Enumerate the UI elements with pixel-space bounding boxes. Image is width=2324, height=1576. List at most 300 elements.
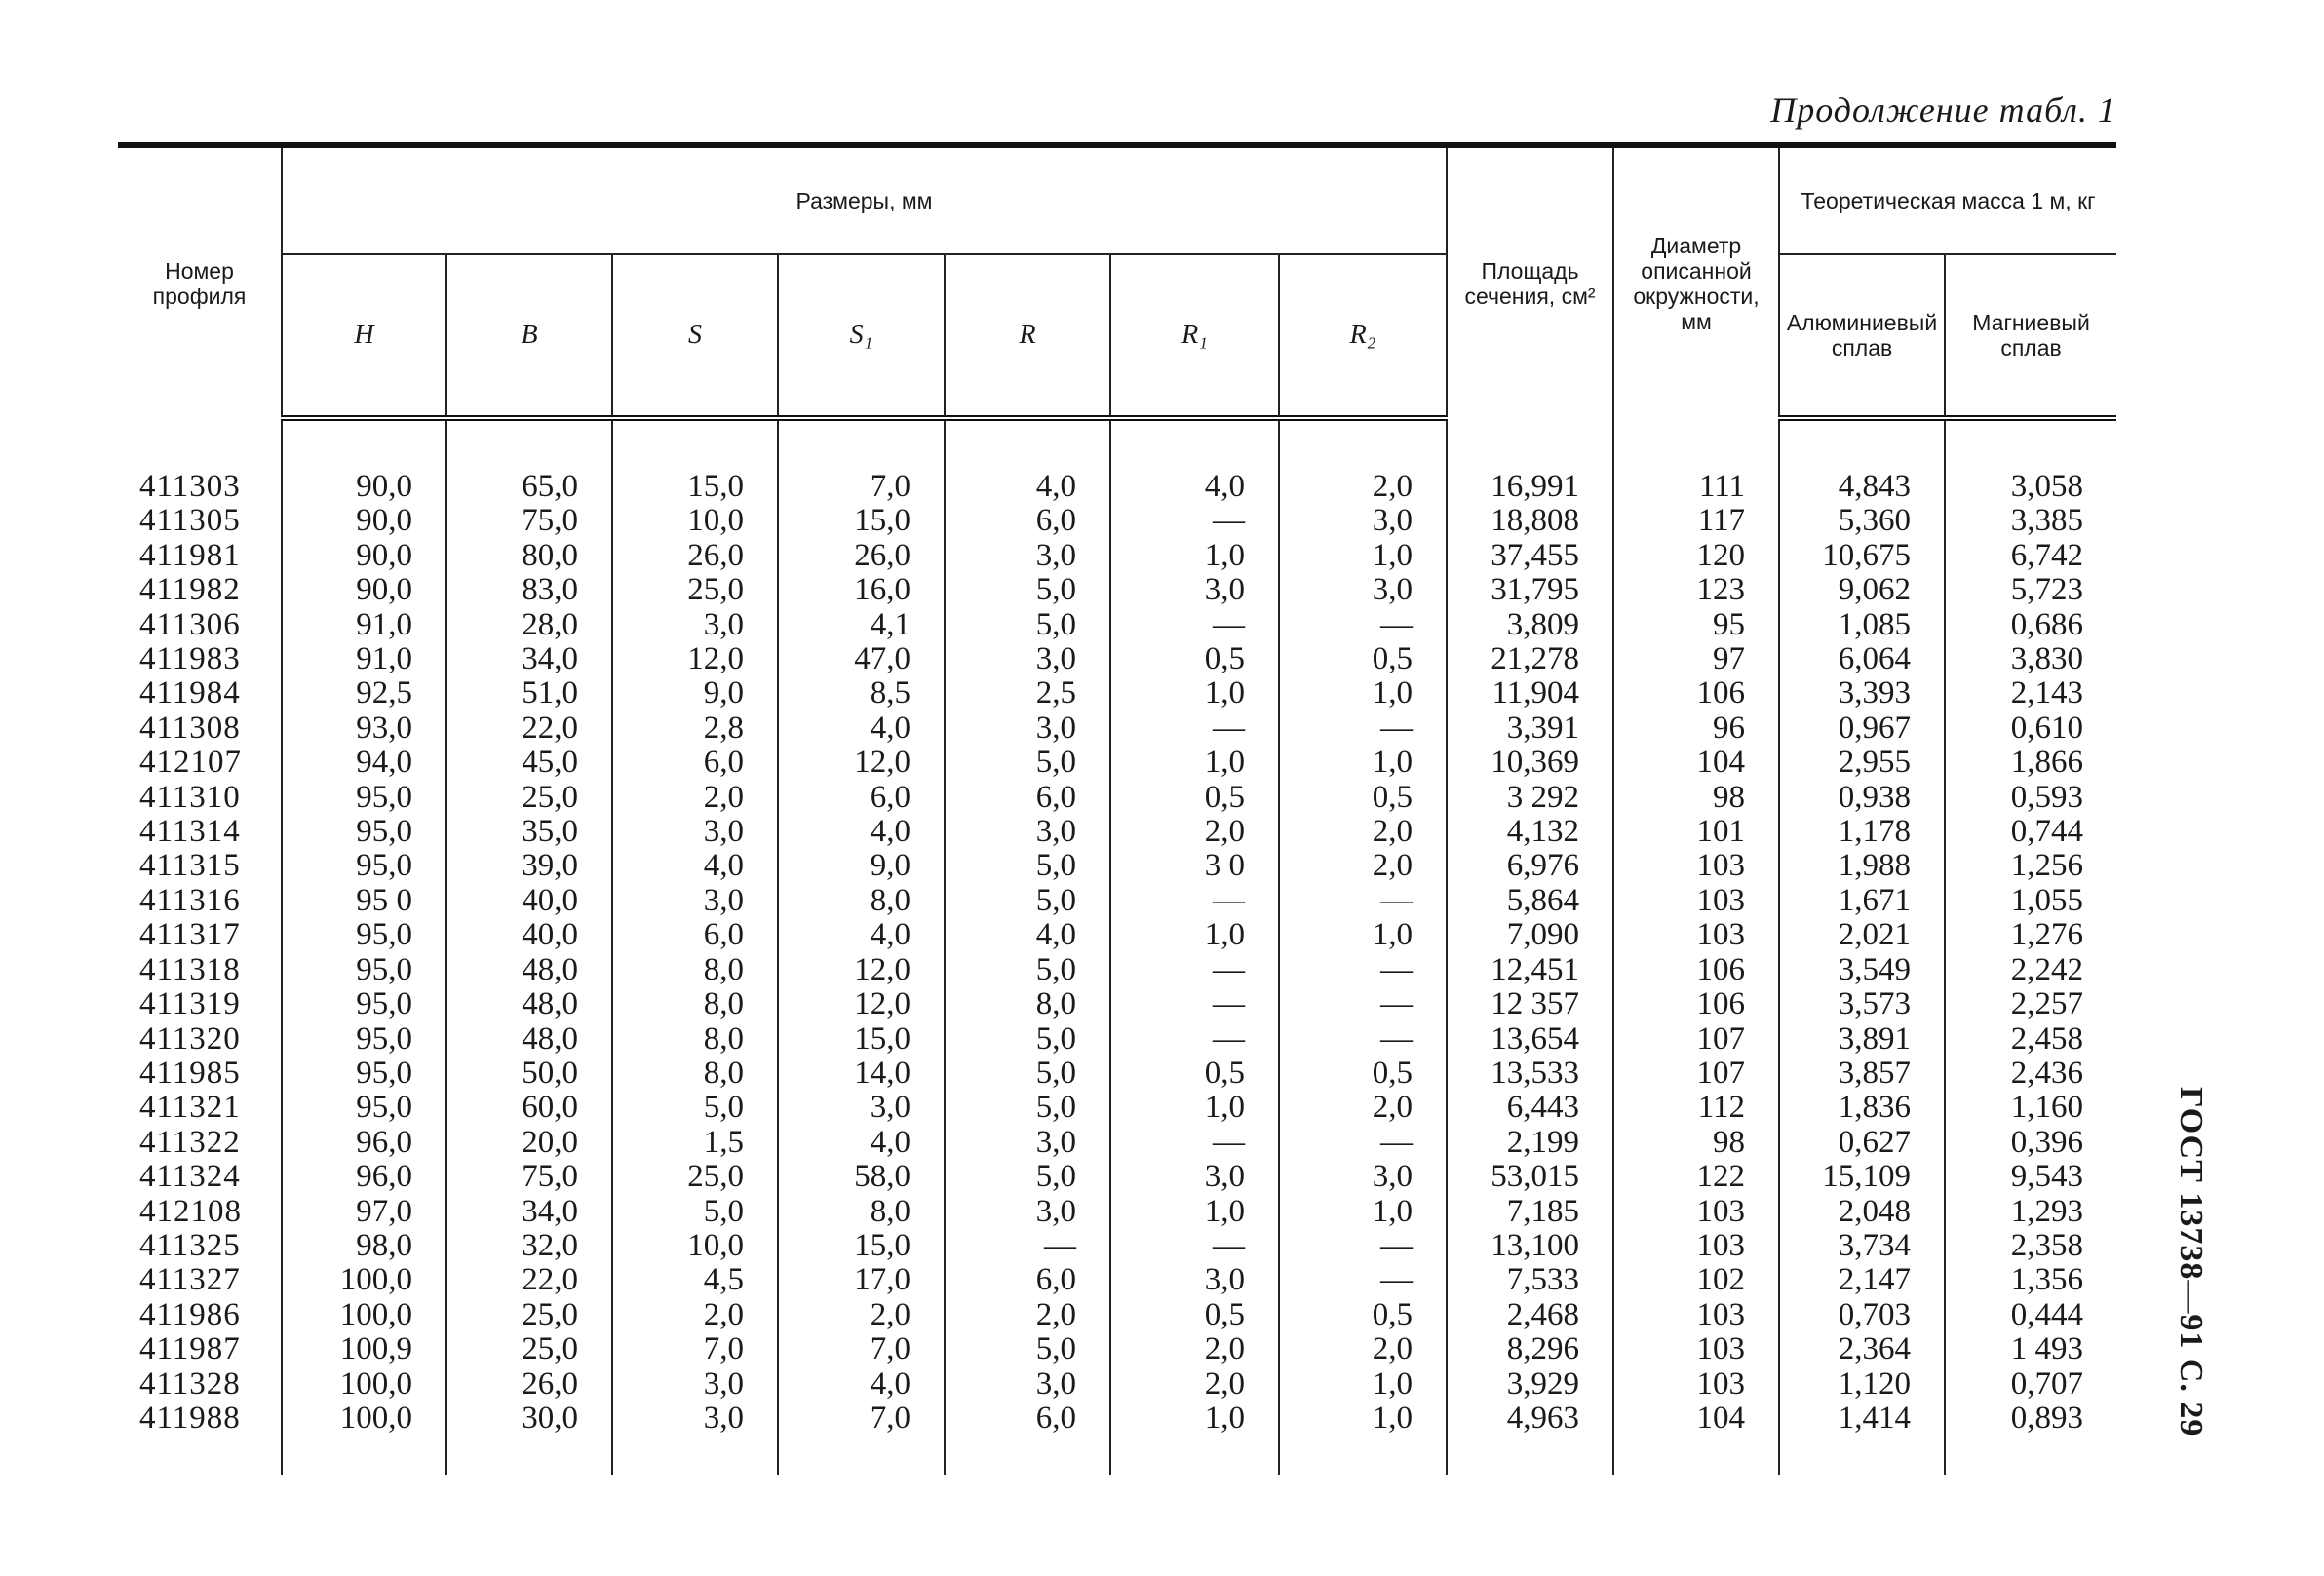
cell-r2: — (1279, 1229, 1447, 1263)
cell-mass-magnesium: 0,396 (1945, 1126, 2116, 1160)
table-row (118, 1332, 2116, 1366)
cell-s: 8,0 (612, 953, 778, 987)
cell-s: 25,0 (612, 573, 778, 607)
cell-mass-aluminum: 2,955 (1779, 746, 1945, 780)
cell-b: 75,0 (446, 504, 612, 538)
cell-r1: 1,0 (1110, 539, 1279, 573)
cell-r: 3,0 (945, 815, 1110, 849)
cell-r2: 1,0 (1279, 676, 1447, 711)
cell-h: 97,0 (282, 1195, 446, 1229)
cell-mass-aluminum: 4,843 (1779, 470, 1945, 504)
cell-diameter: 120 (1613, 539, 1779, 573)
cell-s1: 12,0 (778, 953, 945, 987)
cell-diameter: 103 (1613, 918, 1779, 952)
cell-r: 3,0 (945, 539, 1110, 573)
cell-r2: — (1279, 953, 1447, 987)
cell-mass-aluminum: 3,393 (1779, 676, 1945, 711)
cell-mass-magnesium: 2,242 (1945, 953, 2116, 987)
cell-profile-number: 411303 (139, 469, 241, 504)
cell-s1: 8,5 (778, 676, 945, 711)
cell-mass-magnesium: 1,055 (1945, 884, 2116, 918)
cell-r1: — (1110, 987, 1279, 1021)
cell-h: 100,0 (282, 1298, 446, 1332)
cell-r2: 2,0 (1279, 1332, 1447, 1366)
cell-s1: 3,0 (778, 1091, 945, 1125)
cell-area: 13,654 (1447, 1022, 1613, 1057)
table-row (118, 1126, 2116, 1160)
cell-mass-aluminum: 1,671 (1779, 884, 1945, 918)
cell-b: 30,0 (446, 1402, 612, 1475)
cell-profile-number: 411987 (139, 1331, 241, 1367)
cell-b: 50,0 (446, 1057, 612, 1091)
cell-b: 40,0 (446, 884, 612, 918)
table-row (118, 1160, 2116, 1194)
cell-r2: 1,0 (1279, 1195, 1447, 1229)
cell-r1: — (1110, 1229, 1279, 1263)
cell-r: 5,0 (945, 1022, 1110, 1057)
cell-r2: 0,5 (1279, 1057, 1447, 1091)
cell-s: 3,0 (612, 815, 778, 849)
cell-profile-number: 411317 (139, 917, 241, 953)
cell-r2: 1,0 (1279, 539, 1447, 573)
cell-mass-magnesium: 2,143 (1945, 676, 2116, 711)
cell-r2: 2,0 (1279, 815, 1447, 849)
cell-area: 53,015 (1447, 1160, 1613, 1194)
cell-r: 5,0 (945, 849, 1110, 883)
cell-profile-number: 411322 (139, 1124, 241, 1160)
cell-r: 3,0 (945, 1367, 1110, 1402)
cell-r: — (945, 1229, 1110, 1263)
header-s1: S₁ (778, 254, 945, 418)
cell-r: 5,0 (945, 573, 1110, 607)
cell-s: 3,0 (612, 1402, 778, 1475)
cell-profile-number: 411328 (139, 1365, 241, 1402)
cell-diameter: 101 (1613, 815, 1779, 849)
cell-diameter: 107 (1613, 1057, 1779, 1091)
cell-r1: — (1110, 953, 1279, 987)
cell-r1: 0,5 (1110, 781, 1279, 815)
cell-h: 93,0 (282, 711, 446, 746)
cell-diameter: 102 (1613, 1263, 1779, 1297)
cell-mass-magnesium: 0,444 (1945, 1298, 2116, 1332)
spacer-row (118, 418, 2116, 470)
cell-s: 9,0 (612, 676, 778, 711)
header-r2: R₂ (1279, 254, 1447, 418)
cell-profile-number: 411315 (139, 848, 241, 884)
header-dimensions: Размеры, мм (282, 145, 1447, 254)
cell-h: 91,0 (282, 608, 446, 642)
cell-r: 6,0 (945, 1402, 1110, 1475)
table-row (118, 849, 2116, 883)
cell-r2: 1,0 (1279, 1402, 1447, 1475)
cell-mass-magnesium: 1 493 (1945, 1332, 2116, 1366)
cell-area: 12 357 (1447, 987, 1613, 1021)
table-row (118, 1402, 2116, 1475)
cell-s1: 7,0 (778, 470, 945, 504)
cell-r1: 4,0 (1110, 470, 1279, 504)
cell-profile-number: 411314 (139, 814, 241, 850)
cell-mass-magnesium: 6,742 (1945, 539, 2116, 573)
cell-h: 90,0 (282, 504, 446, 538)
cell-s1: 4,0 (778, 1126, 945, 1160)
cell-diameter: 107 (1613, 1022, 1779, 1057)
cell-mass-aluminum: 2,147 (1779, 1263, 1945, 1297)
cell-r: 2,5 (945, 676, 1110, 711)
cell-b: 83,0 (446, 573, 612, 607)
cell-h: 90,0 (282, 539, 446, 573)
table-row (118, 504, 2116, 538)
cell-area: 13,100 (1447, 1229, 1613, 1263)
cell-s1: 9,0 (778, 849, 945, 883)
cell-b: 25,0 (446, 781, 612, 815)
cell-mass-aluminum: 1,414 (1779, 1402, 1945, 1475)
cell-profile-number: 411986 (139, 1296, 241, 1332)
cell-mass-magnesium: 3,830 (1945, 642, 2116, 676)
table-row (118, 1022, 2116, 1057)
cell-profile-number: 411305 (139, 503, 241, 539)
header-h: H (282, 254, 446, 418)
cell-b: 48,0 (446, 987, 612, 1021)
cell-r: 5,0 (945, 1057, 1110, 1091)
cell-r1: 3,0 (1110, 573, 1279, 607)
cell-profile-number: 411320 (139, 1020, 241, 1057)
cell-mass-aluminum: 0,967 (1779, 711, 1945, 746)
cell-r: 6,0 (945, 504, 1110, 538)
cell-profile-number: 411324 (139, 1159, 241, 1195)
cell-area: 2,468 (1447, 1298, 1613, 1332)
cell-mass-aluminum: 5,360 (1779, 504, 1945, 538)
table-row (118, 1263, 2116, 1297)
cell-s1: 4,0 (778, 918, 945, 952)
cell-r: 5,0 (945, 953, 1110, 987)
cell-mass-aluminum: 0,627 (1779, 1126, 1945, 1160)
cell-b: 34,0 (446, 642, 612, 676)
cell-profile-number: 411985 (139, 1055, 241, 1091)
cell-profile-number: 411327 (139, 1262, 241, 1298)
cell-profile-number: 411982 (139, 572, 241, 608)
cell-diameter: 123 (1613, 573, 1779, 607)
cell-r: 8,0 (945, 987, 1110, 1021)
cell-area: 3,809 (1447, 608, 1613, 642)
cell-mass-magnesium: 2,358 (1945, 1229, 2116, 1263)
cell-mass-magnesium: 0,686 (1945, 608, 2116, 642)
cell-r: 3,0 (945, 711, 1110, 746)
cell-h: 100,0 (282, 1263, 446, 1297)
cell-profile-number: 411983 (139, 641, 241, 677)
table-row (118, 781, 2116, 815)
cell-s: 10,0 (612, 504, 778, 538)
cell-r1: 1,0 (1110, 676, 1279, 711)
header-area: Площадь сечения, см² (1447, 145, 1613, 418)
cell-area: 6,443 (1447, 1091, 1613, 1125)
cell-r: 3,0 (945, 642, 1110, 676)
cell-diameter: 98 (1613, 781, 1779, 815)
cell-s: 15,0 (612, 470, 778, 504)
cell-r2: 0,5 (1279, 781, 1447, 815)
table-row (118, 1298, 2116, 1332)
cell-profile-number: 411325 (139, 1227, 241, 1263)
cell-area: 3 292 (1447, 781, 1613, 815)
header-profile-number: Номер профиля (118, 145, 282, 418)
cell-s: 5,0 (612, 1091, 778, 1125)
cell-r2: — (1279, 1126, 1447, 1160)
cell-r1: 2,0 (1110, 1332, 1279, 1366)
cell-profile-number: 411308 (139, 710, 241, 746)
cell-r2: 2,0 (1279, 849, 1447, 883)
cell-b: 22,0 (446, 711, 612, 746)
cell-r1: 0,5 (1110, 1298, 1279, 1332)
cell-s1: 16,0 (778, 573, 945, 607)
table-row (118, 815, 2116, 849)
header-b: B (446, 254, 612, 418)
cell-h: 95,0 (282, 815, 446, 849)
cell-r: 5,0 (945, 884, 1110, 918)
table-body (118, 418, 2116, 1475)
cell-area: 7,090 (1447, 918, 1613, 952)
table-row (118, 884, 2116, 918)
cell-s1: 17,0 (778, 1263, 945, 1297)
cell-diameter: 103 (1613, 849, 1779, 883)
cell-s: 3,0 (612, 1367, 778, 1402)
cell-mass-aluminum: 10,675 (1779, 539, 1945, 573)
cell-area: 13,533 (1447, 1057, 1613, 1091)
cell-r2: — (1279, 1263, 1447, 1297)
table-row (118, 746, 2116, 780)
cell-area: 18,808 (1447, 504, 1613, 538)
cell-s1: 4,0 (778, 1367, 945, 1402)
cell-area: 11,904 (1447, 676, 1613, 711)
cell-s: 2,8 (612, 711, 778, 746)
cell-mass-aluminum: 15,109 (1779, 1160, 1945, 1194)
cell-r: 2,0 (945, 1298, 1110, 1332)
cell-s: 8,0 (612, 1057, 778, 1091)
cell-h: 95,0 (282, 987, 446, 1021)
cell-diameter: 117 (1613, 504, 1779, 538)
cell-diameter: 98 (1613, 1126, 1779, 1160)
cell-profile-number: 411318 (139, 951, 241, 987)
cell-b: 25,0 (446, 1298, 612, 1332)
cell-h: 92,5 (282, 676, 446, 711)
cell-mass-aluminum: 2,364 (1779, 1332, 1945, 1366)
cell-h: 95,0 (282, 1057, 446, 1091)
header-aluminum: Алюминиевый сплав (1779, 254, 1945, 418)
cell-r2: — (1279, 884, 1447, 918)
cell-diameter: 96 (1613, 711, 1779, 746)
profile-table (118, 142, 2116, 1475)
cell-r1: 1,0 (1110, 1402, 1279, 1475)
cell-mass-magnesium: 2,436 (1945, 1057, 2116, 1091)
cell-mass-aluminum: 3,734 (1779, 1229, 1945, 1263)
cell-b: 60,0 (446, 1091, 612, 1125)
cell-diameter: 103 (1613, 1195, 1779, 1229)
cell-mass-aluminum: 3,857 (1779, 1057, 1945, 1091)
cell-b: 26,0 (446, 1367, 612, 1402)
cell-r2: 3,0 (1279, 504, 1447, 538)
cell-r2: 3,0 (1279, 1160, 1447, 1194)
cell-s1: 2,0 (778, 1298, 945, 1332)
header-r: R (945, 254, 1110, 418)
cell-s1: 4,1 (778, 608, 945, 642)
cell-r1: 0,5 (1110, 1057, 1279, 1091)
cell-mass-magnesium: 0,610 (1945, 711, 2116, 746)
cell-h: 95,0 (282, 781, 446, 815)
header-r1: R₁ (1110, 254, 1279, 418)
cell-mass-magnesium: 0,744 (1945, 815, 2116, 849)
cell-s1: 15,0 (778, 1229, 945, 1263)
cell-r2: 1,0 (1279, 746, 1447, 780)
cell-mass-magnesium: 0,893 (1945, 1402, 2116, 1475)
cell-mass-magnesium: 0,707 (1945, 1367, 2116, 1402)
cell-mass-magnesium: 0,593 (1945, 781, 2116, 815)
cell-mass-aluminum: 2,021 (1779, 918, 1945, 952)
cell-b: 45,0 (446, 746, 612, 780)
cell-h: 95,0 (282, 918, 446, 952)
cell-diameter: 103 (1613, 884, 1779, 918)
cell-area: 3,929 (1447, 1367, 1613, 1402)
table-row (118, 711, 2116, 746)
cell-area: 16,991 (1447, 470, 1613, 504)
cell-s: 10,0 (612, 1229, 778, 1263)
cell-b: 40,0 (446, 918, 612, 952)
cell-r2: — (1279, 987, 1447, 1021)
cell-r: 4,0 (945, 918, 1110, 952)
table-row (118, 676, 2116, 711)
cell-area: 6,976 (1447, 849, 1613, 883)
cell-s1: 8,0 (778, 884, 945, 918)
cell-diameter: 103 (1613, 1367, 1779, 1402)
cell-mass-magnesium: 1,276 (1945, 918, 2116, 952)
cell-diameter: 103 (1613, 1298, 1779, 1332)
cell-mass-magnesium: 1,293 (1945, 1195, 2116, 1229)
cell-r1: 2,0 (1110, 815, 1279, 849)
cell-r: 5,0 (945, 1160, 1110, 1194)
cell-r2: 2,0 (1279, 1091, 1447, 1125)
cell-area: 31,795 (1447, 573, 1613, 607)
table-row (118, 608, 2116, 642)
cell-r1: 1,0 (1110, 918, 1279, 952)
cell-profile-number: 411988 (139, 1400, 241, 1436)
cell-r: 5,0 (945, 608, 1110, 642)
cell-s: 25,0 (612, 1160, 778, 1194)
cell-r1: — (1110, 884, 1279, 918)
cell-area: 7,185 (1447, 1195, 1613, 1229)
cell-mass-aluminum: 1,178 (1779, 815, 1945, 849)
header-s: S (612, 254, 778, 418)
cell-mass-aluminum: 1,988 (1779, 849, 1945, 883)
cell-r2: 0,5 (1279, 1298, 1447, 1332)
cell-mass-magnesium: 1,160 (1945, 1091, 2116, 1125)
cell-area: 2,199 (1447, 1126, 1613, 1160)
cell-s: 8,0 (612, 987, 778, 1021)
cell-s1: 14,0 (778, 1057, 945, 1091)
cell-s1: 12,0 (778, 746, 945, 780)
cell-profile-number: 411310 (139, 779, 241, 815)
table-row (118, 953, 2116, 987)
cell-profile-number: 411316 (139, 882, 241, 918)
table-row (118, 1195, 2116, 1229)
cell-mass-magnesium: 9,543 (1945, 1160, 2116, 1194)
cell-s1: 47,0 (778, 642, 945, 676)
cell-b: 39,0 (446, 849, 612, 883)
cell-s: 8,0 (612, 1022, 778, 1057)
table-row (118, 1229, 2116, 1263)
cell-r: 5,0 (945, 746, 1110, 780)
cell-area: 4,132 (1447, 815, 1613, 849)
cell-mass-magnesium: 1,256 (1945, 849, 2116, 883)
cell-s: 12,0 (612, 642, 778, 676)
cell-mass-aluminum: 3,891 (1779, 1022, 1945, 1057)
cell-diameter: 106 (1613, 676, 1779, 711)
cell-h: 94,0 (282, 746, 446, 780)
cell-s1: 12,0 (778, 987, 945, 1021)
cell-r1: 3 0 (1110, 849, 1279, 883)
cell-r: 6,0 (945, 781, 1110, 815)
cell-r2: 0,5 (1279, 642, 1447, 676)
cell-b: 25,0 (446, 1332, 612, 1366)
cell-mass-aluminum: 6,064 (1779, 642, 1945, 676)
cell-diameter: 106 (1613, 987, 1779, 1021)
cell-profile-number: 412108 (139, 1193, 242, 1229)
cell-area: 12,451 (1447, 953, 1613, 987)
cell-s: 26,0 (612, 539, 778, 573)
cell-b: 48,0 (446, 953, 612, 987)
cell-r1: 0,5 (1110, 642, 1279, 676)
cell-mass-aluminum: 0,703 (1779, 1298, 1945, 1332)
table-row (118, 642, 2116, 676)
cell-area: 5,864 (1447, 884, 1613, 918)
cell-s: 1,5 (612, 1126, 778, 1160)
cell-mass-aluminum: 0,938 (1779, 781, 1945, 815)
table-row (118, 987, 2116, 1021)
cell-h: 95 0 (282, 884, 446, 918)
cell-r2: 1,0 (1279, 1367, 1447, 1402)
header-diameter: Диаметр описанной окружности, мм (1613, 145, 1779, 418)
cell-area: 4,963 (1447, 1402, 1613, 1475)
cell-mass-aluminum: 2,048 (1779, 1195, 1945, 1229)
cell-r: 3,0 (945, 1126, 1110, 1160)
cell-s: 7,0 (612, 1332, 778, 1366)
cell-h: 90,0 (282, 470, 446, 504)
cell-mass-aluminum: 1,085 (1779, 608, 1945, 642)
table-row (118, 470, 2116, 504)
cell-r1: 3,0 (1110, 1160, 1279, 1194)
cell-s1: 15,0 (778, 1022, 945, 1057)
cell-s1: 7,0 (778, 1332, 945, 1366)
cell-s: 3,0 (612, 884, 778, 918)
cell-s1: 7,0 (778, 1402, 945, 1475)
cell-s: 4,0 (612, 849, 778, 883)
cell-r1: 1,0 (1110, 1091, 1279, 1125)
cell-s1: 4,0 (778, 815, 945, 849)
cell-s: 2,0 (612, 781, 778, 815)
cell-diameter: 103 (1613, 1332, 1779, 1366)
cell-b: 34,0 (446, 1195, 612, 1229)
cell-diameter: 122 (1613, 1160, 1779, 1194)
cell-h: 100,0 (282, 1367, 446, 1402)
table-row (118, 539, 2116, 573)
cell-profile-number: 411319 (139, 986, 241, 1022)
cell-r1: — (1110, 711, 1279, 746)
cell-r: 3,0 (945, 1195, 1110, 1229)
cell-r2: — (1279, 711, 1447, 746)
cell-b: 75,0 (446, 1160, 612, 1194)
cell-diameter: 104 (1613, 746, 1779, 780)
cell-profile-number: 412107 (139, 745, 242, 781)
cell-r1: 1,0 (1110, 746, 1279, 780)
table-row (118, 573, 2116, 607)
cell-s1: 58,0 (778, 1160, 945, 1194)
header-mass: Теоретическая масса 1 м, кг (1779, 145, 2116, 254)
